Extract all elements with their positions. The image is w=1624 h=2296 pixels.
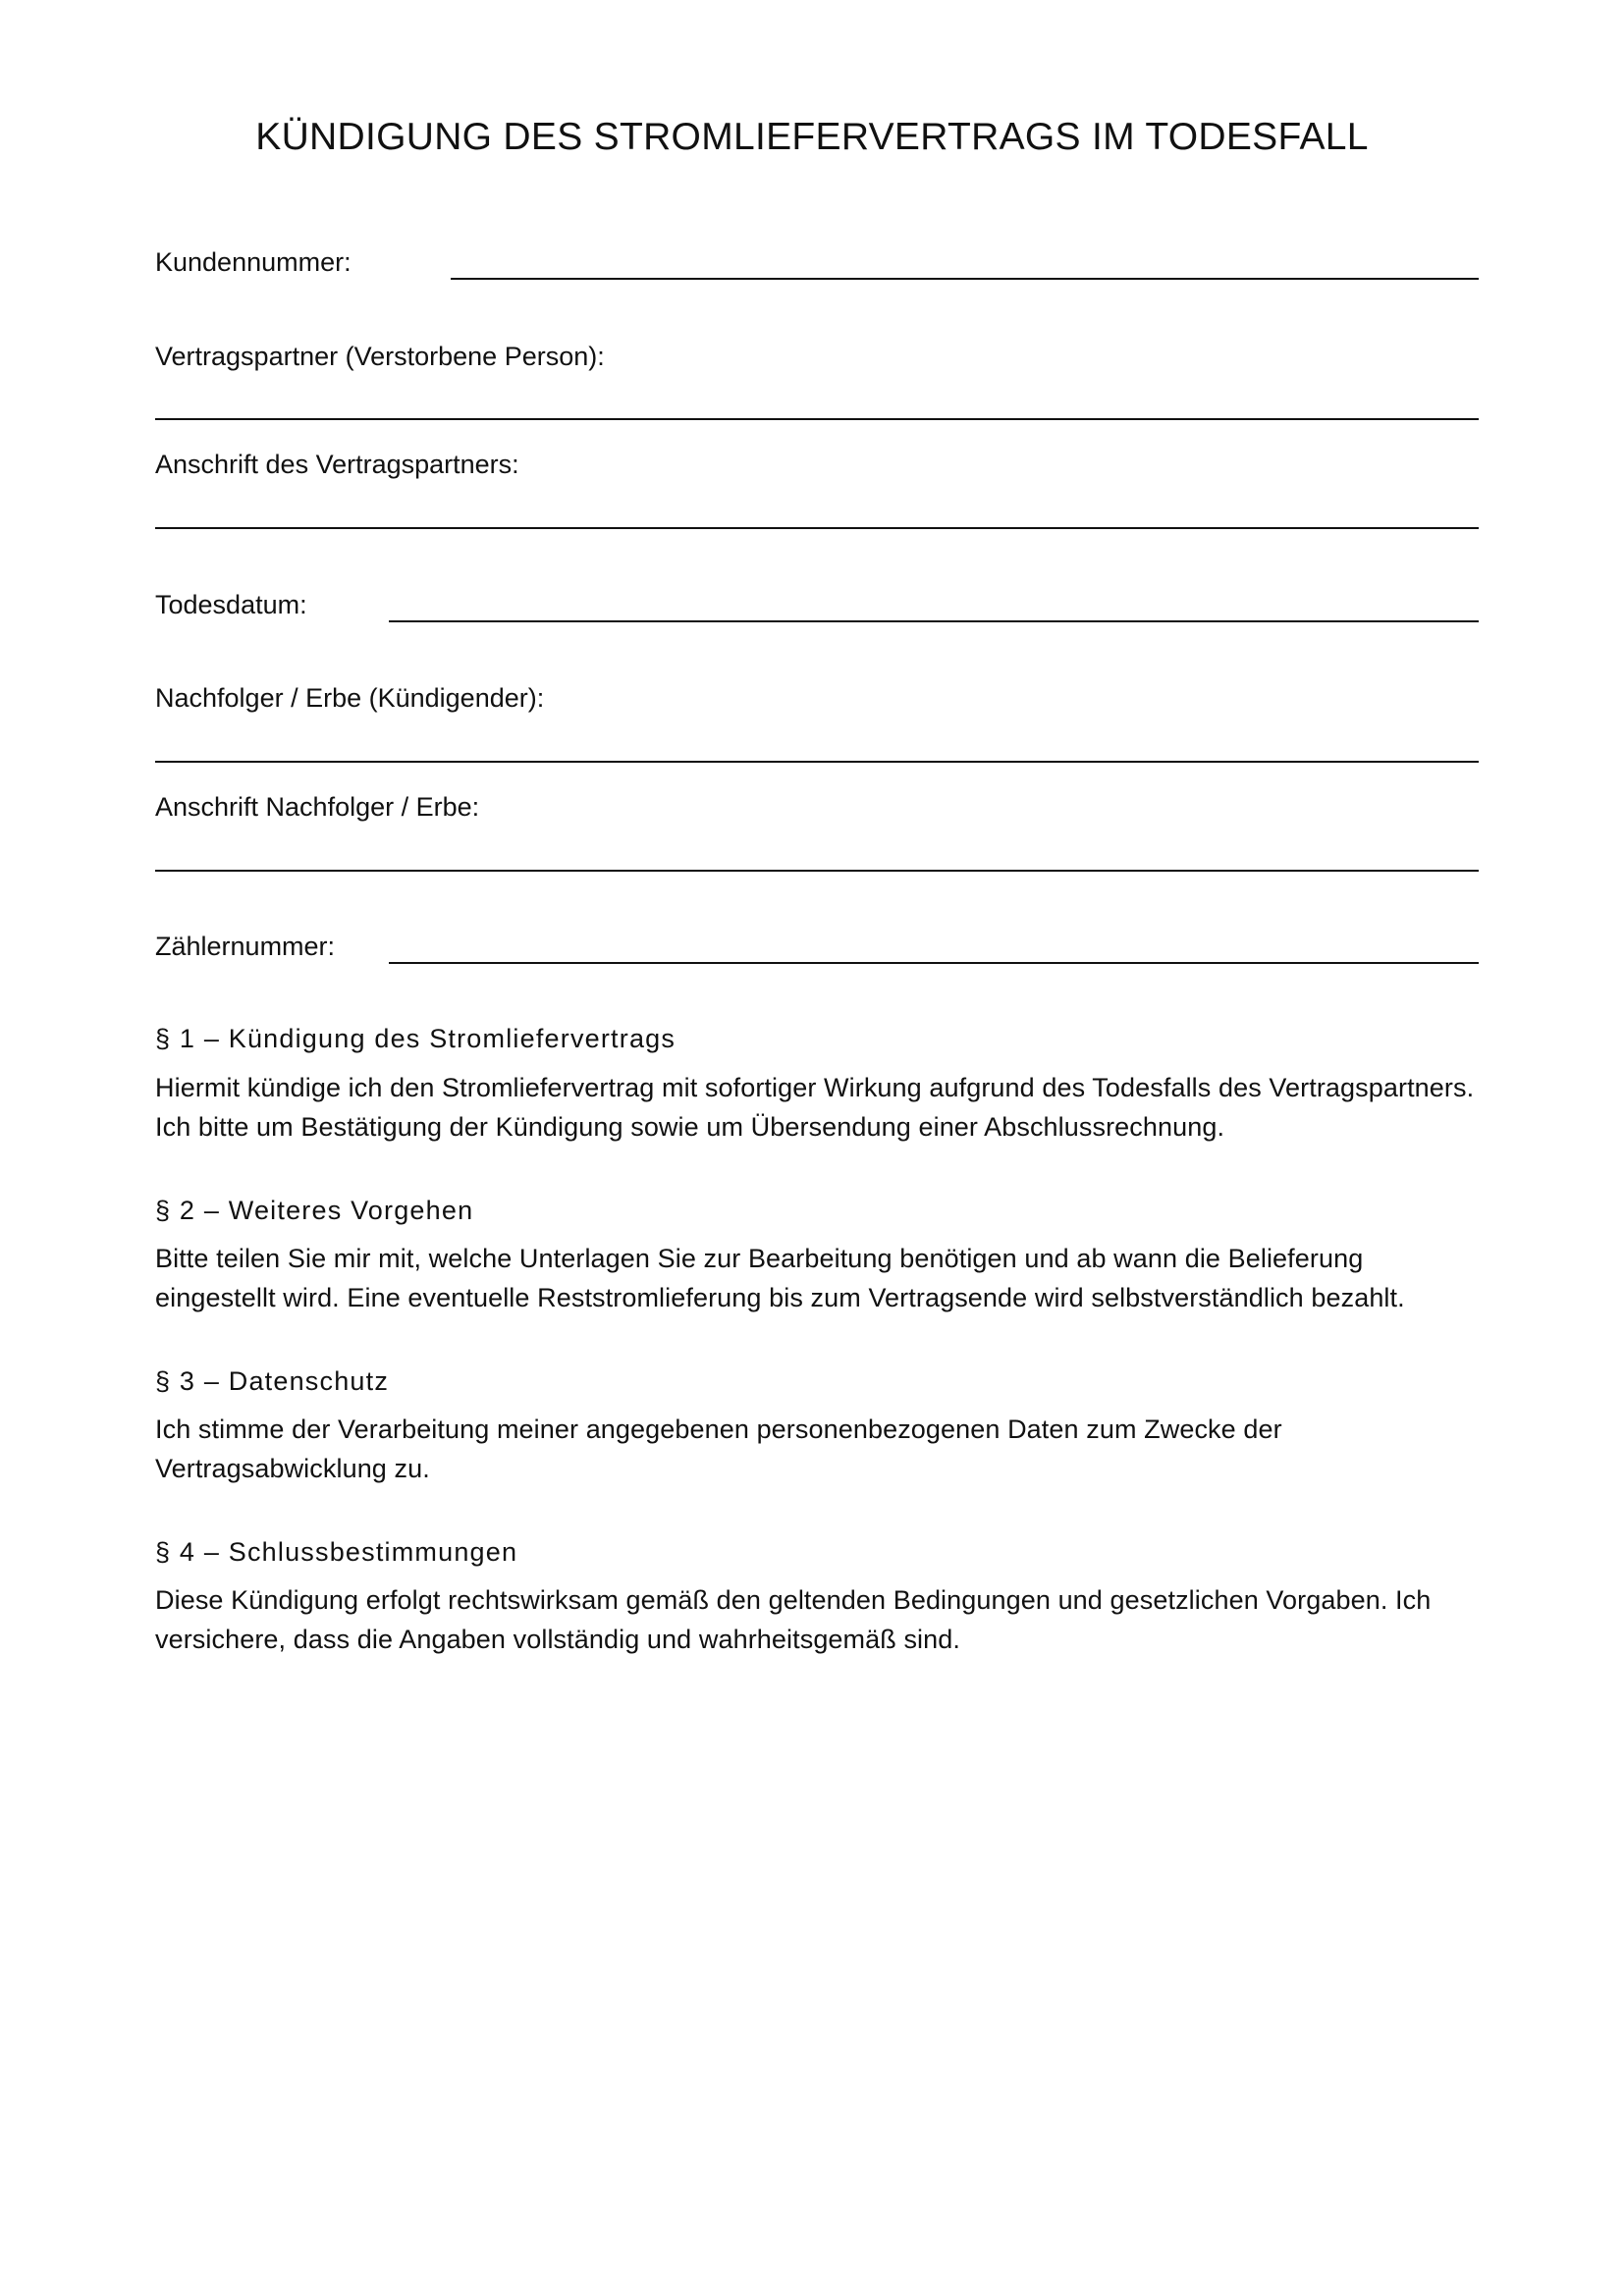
successor-address-field[interactable] (155, 870, 1479, 872)
meter-number-field[interactable] (389, 962, 1479, 964)
meter-number-label: Zählernummer: (155, 932, 336, 961)
successor-field[interactable] (155, 761, 1479, 763)
contract-partner-label: Vertragspartner (Verstorbene Person): (155, 342, 605, 371)
successor-address-label: Anschrift Nachfolger / Erbe: (155, 792, 480, 822)
customer-number-label: Kundennummer: (155, 247, 352, 277)
date-of-death-label: Todesdatum: (155, 590, 307, 619)
customer-number-field[interactable] (451, 278, 1479, 280)
successor-label: Nachfolger / Erbe (Kündigender): (155, 683, 545, 713)
section-3-heading: § 3 – Datenschutz (155, 1366, 390, 1396)
section-4-body: Diese Kündigung erfolgt rechtswirksam gemäß den geltenden Bedingungen und gesetzlichen Vorgaben. Ich versichere, dass die Angaben vollständig und wahrheitsgemäß sind. (155, 1585, 1432, 1654)
document-title: KÜNDIGUNG DES STROMLIEFERVERTRAGS IM TODESFALL (255, 116, 1369, 158)
date-of-death-field[interactable] (389, 620, 1479, 622)
section-2-heading: § 2 – Weiteres Vorgehen (155, 1196, 474, 1225)
section-2-body: Bitte teilen Sie mir mit, welche Unterlagen Sie zur Bearbeitung benötigen und ab wann die Belieferung eingestellt wird. Eine eventuelle Reststromlieferung bis zum Vertragsende wird selbstverständlich bezahlt. (155, 1244, 1405, 1312)
partner-address-field[interactable] (155, 527, 1479, 529)
section-1-body: Hiermit kündige ich den Stromliefervertrag mit sofortiger Wirkung aufgrund des Todesfalls des Vertragspartners. Ich bitte um Bestätigung der Kündigung sowie um Übersendung einer Abschlussrechnung. (155, 1073, 1475, 1142)
section-1-heading: § 1 – Kündigung des Stromliefervertrags (155, 1024, 677, 1053)
section-3-body: Ich stimme der Verarbeitung meiner angegebenen personenbezogenen Daten zum Zwecke der Vertragsabwicklung zu. (155, 1415, 1282, 1483)
partner-address-label: Anschrift des Vertragspartners: (155, 450, 519, 479)
contract-partner-field[interactable] (155, 418, 1479, 420)
section-4-heading: § 4 – Schlussbestimmungen (155, 1537, 518, 1567)
